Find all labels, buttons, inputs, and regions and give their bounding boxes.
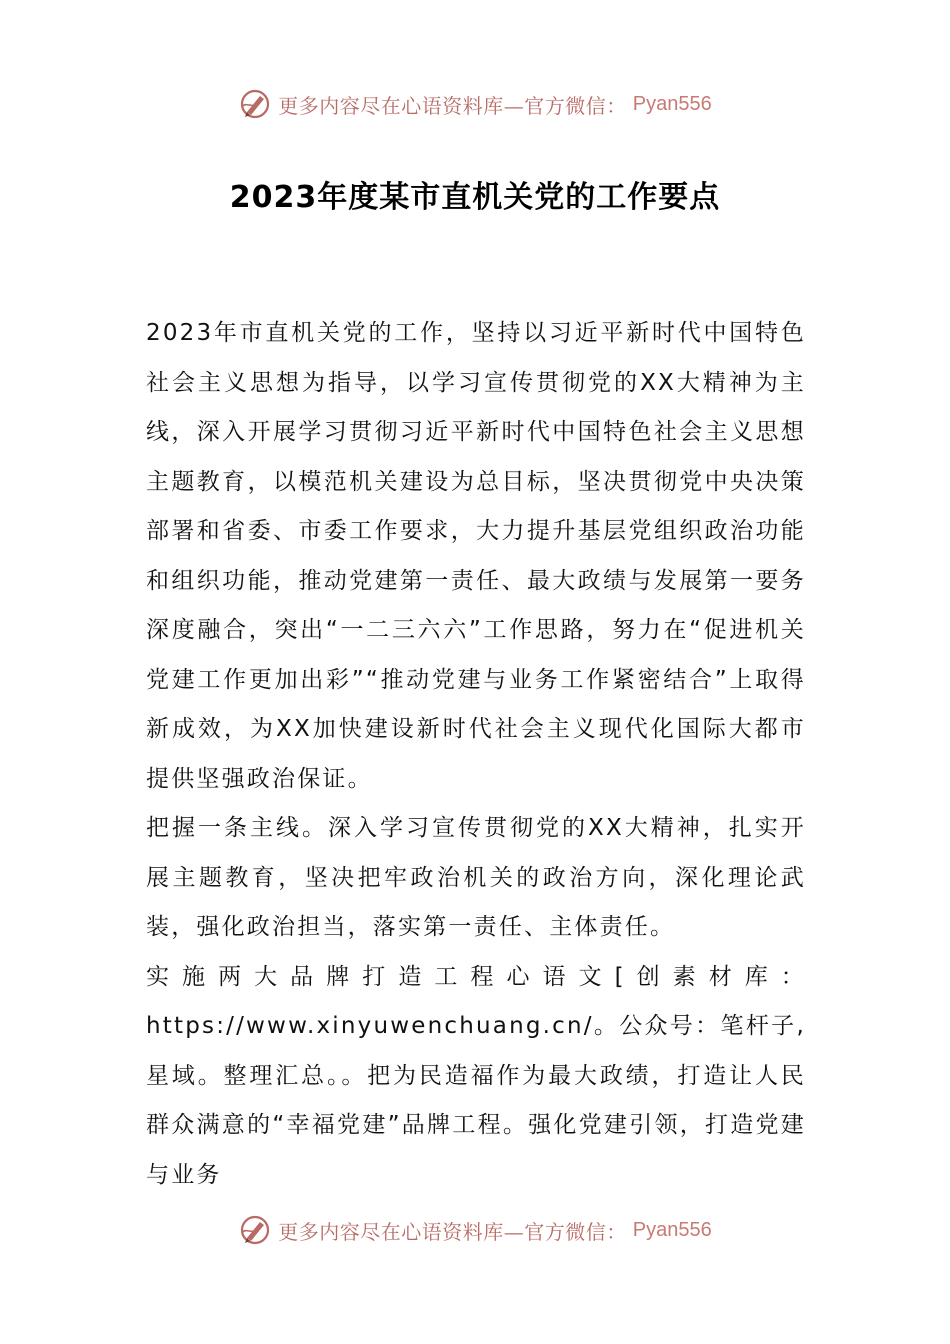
- paragraph-brand-projects: 实施两大品牌打造工程心语文[创素材库：https://www.xinyuwenchuang.cn/。公众号：笔杆子,星域。整理汇总。。把为民造福作为最大政绩，打造让人民群众满意的“幸福党建”品牌工程。强化党建引领，打造党建与业务: [146, 963, 806, 1188]
- document-title: 2023年度某市直机关党的工作要点: [229, 180, 721, 215]
- watermark-text: 更多内容尽在心语资料库—官方微信：: [278, 93, 627, 118]
- header-watermark: [0, 82, 950, 126]
- watermark-text: 更多内容尽在心语资料库—官方微信：: [278, 1219, 627, 1244]
- footer-watermark: [0, 1208, 950, 1252]
- pen-logo-icon: [238, 1213, 272, 1247]
- document-body: [146, 309, 806, 1200]
- paragraph-intro: 2023年市直机关党的工作，坚持以习近平新时代中国特色社会主义思想为指导，以学习宣传贯彻党的XX大精神为主线，深入开展学习贯彻习近平新时代中国特色社会主义思想主题教育，以模范机关建设为总目标，坚决贯彻党中央决策部署和省委、市委工作要求，大力提升基层党组织政治功能和组织功能，推动党建第一责任、最大政绩与发展第一要务深度融合，突出“一二三六六”工作思路，努力在“促进机关党建工作更加出彩”“推动党建与业务工作紧密结合”上取得新成效，为XX加快建设新时代社会主义现代化国际大都市提供坚强政治保证。: [146, 320, 806, 792]
- paragraph-main-line: 把握一条主线。深入学习宣传贯彻党的XX大精神，扎实开展主题教育，坚决把牢政治机关的政治方向，深化理论武装，强化政治担当，落实第一责任、主体责任。: [146, 815, 806, 940]
- watermark-wechat-id: Pyan556: [632, 92, 712, 115]
- watermark-wechat-id: Pyan556: [632, 1218, 712, 1241]
- pen-logo-icon: [238, 87, 272, 121]
